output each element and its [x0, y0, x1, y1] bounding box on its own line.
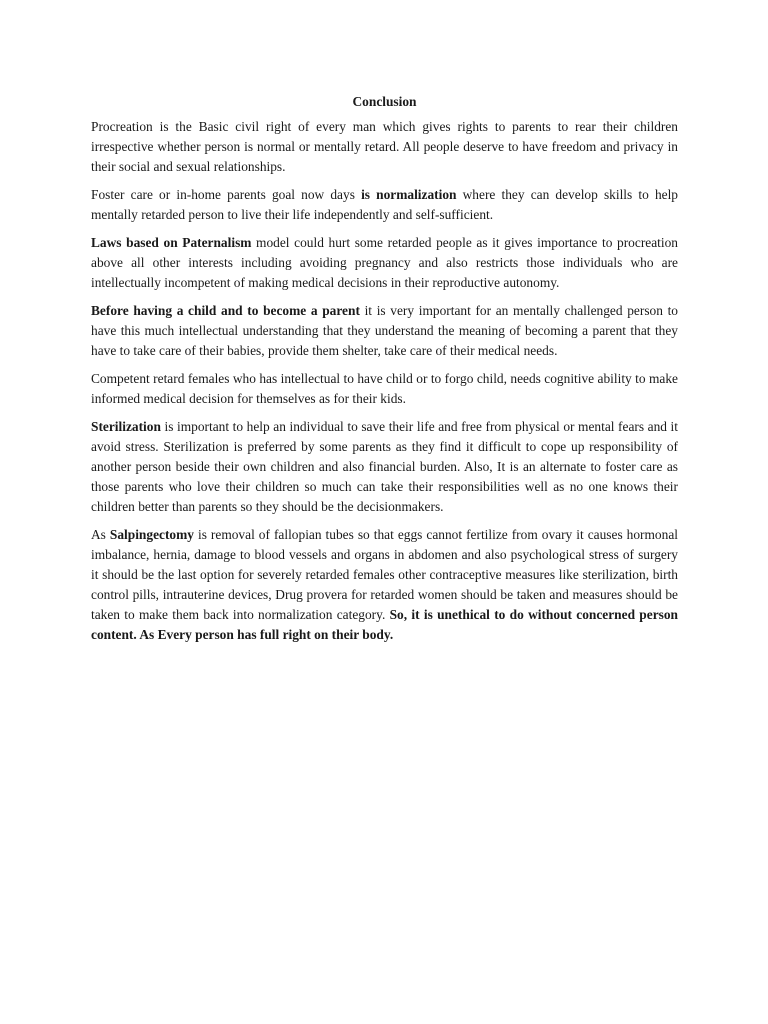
paragraph-text-tail: model could hurt some retarded people as it gives importance to procreation above all other interests including avoiding pregnancy and also restricts those individuals who are intellectually incompetent of making medical decisions in their reproductive autonomy. — [91, 235, 678, 290]
paragraph-paternalism — [91, 233, 678, 293]
paragraph-text: Procreation is the Basic civil right of every man which gives rights to parents to rear their children irrespective whether person is normal or mentally retard. All people deserve to have freedom and privacy in their social and sexual relationships. — [91, 119, 678, 174]
paragraph-sterilization — [91, 417, 678, 517]
document-body — [91, 92, 678, 653]
paragraph-text-tail: where they can develop skills to help mentally retarded person to live their life independently and self-sufficient. — [91, 187, 679, 222]
paragraph-text-lead: As — [91, 527, 110, 542]
paragraph-text-tail: it is very important for an mentally challenged person to have this much intellectual understanding that they understand the meaning of becoming a parent that they have to take care of their babies, provide them shelter, take care of their medical needs. — [91, 303, 678, 358]
paragraph-text-middle: is removal of fallopian tubes so that eggs cannot fertilize from ovary it causes hormonal imbalance, hernia, damage to blood vessels and organs in abdomen and also psychological stress of surgery it should be the last option for severely retarded females other contraceptive measures like sterilization, birth control pills, intrauterine devices, Drug provera for retarded women should be taken and measures should be taken to make them back into normalization category. — [91, 527, 678, 622]
bold-phrase: Salpingectomy — [109, 527, 194, 542]
bold-phrase: Laws based on Paternalism — [91, 235, 252, 250]
paragraph-text-tail: is important to help an individual to save their life and free from physical or mental fears and it avoid stress. Sterilization is preferred by some parents as they find it difficult to cope up responsibility of another person beside their own children and also financial burden. Also, It is an alternate to foster care as those parents who love their children so much can take their responsibilities well as no one knows their children better than parents so they should be the decisionmakers. — [91, 419, 678, 514]
paragraph-competent-females — [91, 369, 678, 409]
paragraph-foster-care — [91, 185, 678, 225]
paragraph-becoming-parent — [91, 301, 678, 361]
paragraph-text-lead: Foster care or in-home parents goal now days — [91, 187, 362, 202]
paragraph-procreation — [91, 117, 678, 177]
bold-phrase: is normalization — [361, 187, 457, 202]
paragraph-salpingectomy — [91, 525, 678, 645]
bold-phrase: Sterilization — [91, 419, 161, 434]
bold-closing-statement: So, it is unethical to do without concerned person content. As Every person has full right on their body. — [91, 607, 678, 642]
bold-phrase: Before having a child and to become a parent — [91, 303, 360, 318]
page-title: Conclusion — [352, 94, 417, 109]
paragraph-text: Competent retard females who has intellectual to have child or to forgo child, needs cognitive ability to make informed medical decision for themselves as for their kids. — [91, 371, 678, 406]
